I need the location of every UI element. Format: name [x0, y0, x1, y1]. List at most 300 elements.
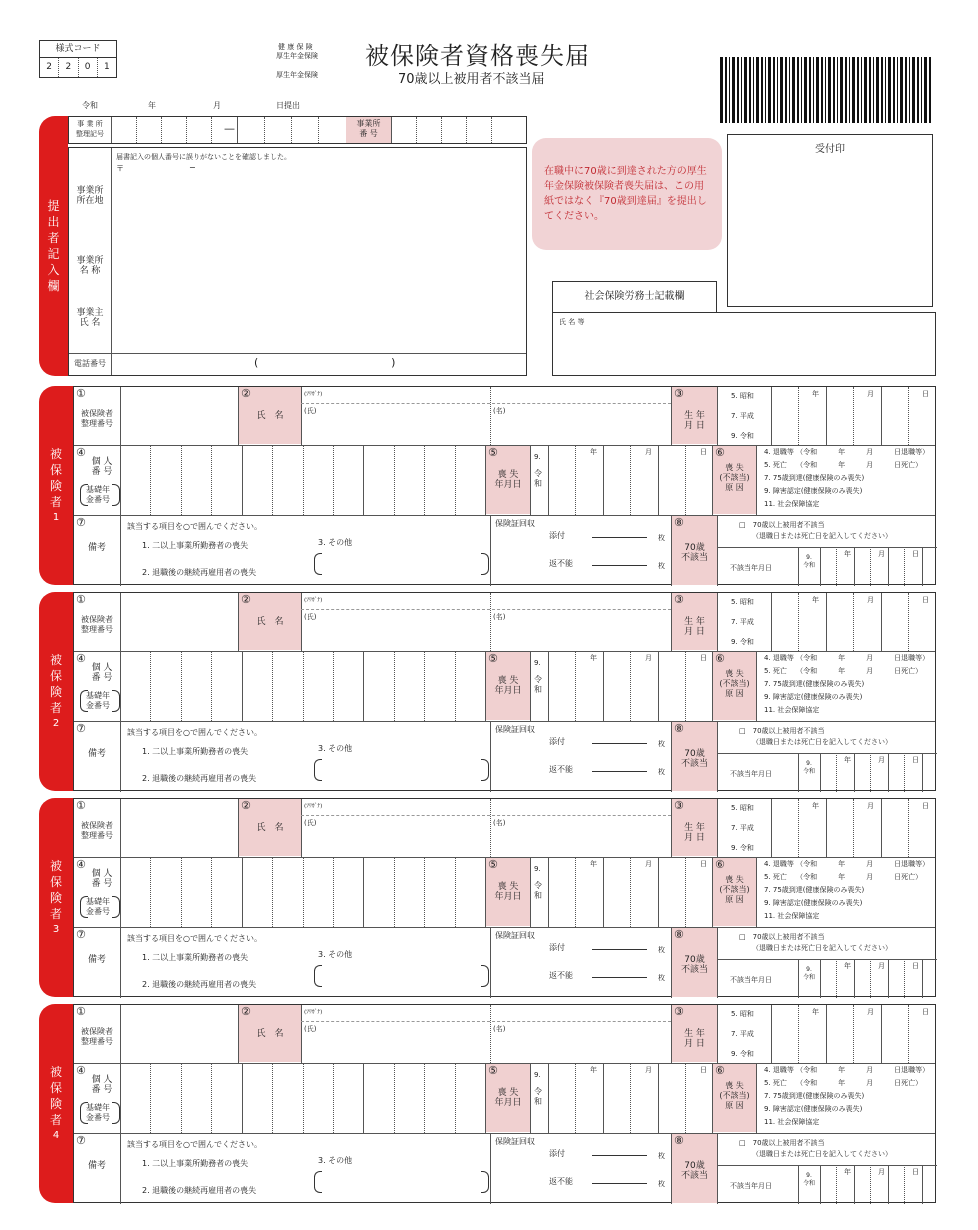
barcode-bar — [888, 57, 891, 123]
c2: ② — [241, 387, 251, 400]
seventy-label: 70歳 不該当 — [680, 955, 708, 975]
futogai-date-label: 不該当年月日 — [730, 976, 772, 984]
c3: ③ — [674, 799, 684, 812]
c1: ① — [76, 799, 86, 812]
reason-3: 7. 75歳到達(健康保険のみ喪失) — [764, 474, 865, 482]
barcode-bar — [720, 57, 723, 123]
c7: ⑦ — [76, 1134, 86, 1147]
name-label: 氏 名 — [256, 617, 284, 627]
check-70[interactable]: □ 70歳以上被用者不該当 — [739, 1139, 825, 1147]
m-text: 月 — [867, 802, 874, 810]
receipt-label: 受付印 — [815, 144, 845, 155]
mai-text: 枚 — [658, 562, 665, 570]
era-reiwa: 9. 令和 — [731, 1050, 754, 1058]
biko-1: 1. 二以上事業所勤務者の喪失 — [142, 747, 249, 756]
digit-divider — [181, 651, 182, 721]
biko-note: 該当する項目を○で囲んでください。 — [127, 1140, 262, 1149]
check-70[interactable]: □ 70歳以上被用者不該当 — [739, 727, 825, 735]
sei-label: (氏) — [304, 613, 317, 621]
owner-name-label: 事業主 氏 名 — [76, 308, 104, 328]
era-reiwa: 9. 令和 — [731, 432, 754, 440]
seventy-label: 70歳 不該当 — [680, 1161, 708, 1181]
biko-2: 2. 退職後の継続再雇用者の喪失 — [142, 980, 257, 989]
side3-text: 者 — [49, 494, 62, 509]
digit-divider — [272, 651, 273, 721]
check-70-sub: （退職日または死亡日を記入してください） — [752, 1150, 892, 1158]
form-code-digit: 2 — [59, 58, 78, 77]
digit-divider — [394, 445, 395, 515]
biko-note: 該当する項目を○で囲んでください。 — [127, 934, 262, 943]
mai-text: 枚 — [658, 768, 665, 776]
side0-text: 被 — [49, 446, 62, 461]
sharoushi-name-label: 氏 名 等 — [559, 318, 585, 326]
reason-3: 7. 75歳到達(健康保険のみ喪失) — [764, 886, 865, 894]
y-text: 年 — [590, 654, 597, 662]
insured-person-section — [39, 1004, 936, 1203]
c7: ⑦ — [76, 722, 86, 735]
barcode-bar — [893, 57, 895, 123]
hihoken-no-label: 被保険者 整理番号 — [81, 615, 113, 634]
m-text: 月 — [878, 550, 885, 558]
furigana-label: (ﾌﾘｶﾞﾅ) — [304, 390, 323, 398]
biko-label: 備考 — [87, 543, 106, 553]
hihoken-no-label: 被保険者 整理番号 — [81, 1027, 113, 1046]
gen-in-label: 喪 失 (不該当) 原 因 — [719, 669, 750, 698]
digit-divider — [303, 857, 304, 927]
side0-text: 被 — [49, 1064, 62, 1079]
barcode-bar — [804, 57, 807, 123]
c6: ⑥ — [715, 652, 725, 665]
reason-5: 11. 社会保障協定 — [764, 912, 820, 920]
shoken-label: 保険証回収 — [495, 931, 535, 940]
y-text: 年 — [590, 1066, 597, 1074]
barcode-bar — [725, 57, 727, 123]
c2: ② — [241, 799, 251, 812]
name-label: 氏 名 — [256, 1029, 284, 1039]
kojin-label: 個 人 番 号 — [91, 663, 113, 683]
insurance-type-1: 健 康 保 険 — [278, 43, 313, 51]
c7: ⑦ — [76, 928, 86, 941]
mai-text: 枚 — [658, 534, 665, 542]
barcode-bar — [869, 57, 871, 123]
gen-in-label: 喪 失 (不該当) 原 因 — [719, 463, 750, 492]
digit-divider — [455, 651, 456, 721]
side0-text: 被 — [49, 858, 62, 873]
barcode-bar — [741, 57, 742, 123]
reiwa-vertical: 令 和 — [534, 881, 542, 900]
digit-divider — [150, 857, 151, 927]
c8: ⑧ — [674, 928, 684, 941]
digit-divider — [150, 445, 151, 515]
sei-label: (氏) — [304, 1025, 317, 1033]
biko-label: 備考 — [87, 1161, 106, 1171]
barcode-bar — [828, 57, 831, 123]
side1-text: 保 — [49, 668, 62, 683]
insurance-type-3: 厚生年金保険 — [276, 71, 318, 79]
y-text: 年 — [844, 962, 851, 970]
confirm-text: 届書記入の個人番号に誤りがないことを確認しました。 — [116, 153, 291, 161]
c4: ④ — [76, 858, 86, 871]
barcode-bar — [849, 57, 850, 123]
barcode-bar — [921, 57, 922, 123]
barcode-bar — [816, 57, 819, 123]
y-text: 年 — [844, 550, 851, 558]
barcode-bar — [905, 57, 907, 123]
digit-divider — [333, 651, 334, 721]
c5: ⑤ — [488, 1064, 498, 1077]
m-text: 月 — [645, 860, 652, 868]
c3: ③ — [674, 387, 684, 400]
check-70-sub: （退職日または死亡日を記入してください） — [752, 738, 892, 746]
phone-paren: ( ) — [254, 356, 396, 369]
biko-2: 2. 退職後の継続再雇用者の喪失 — [142, 774, 257, 783]
postal-mark: 〒 — [116, 164, 124, 173]
sharoushi-title: 社会保険労務士記載欄 — [584, 291, 685, 302]
insured-person-section — [39, 798, 936, 997]
biko-3: 3. その他 — [318, 538, 353, 547]
barcode-bar — [885, 57, 886, 123]
reiwa9-text: 9. 令和 — [802, 966, 815, 981]
office-code-row — [68, 116, 527, 144]
reason-5: 11. 社会保障協定 — [764, 1118, 820, 1126]
c6: ⑥ — [715, 858, 725, 871]
barcode-bar — [837, 57, 838, 123]
biko-2: 2. 退職後の継続再雇用者の喪失 — [142, 1186, 257, 1195]
reason-4: 9. 障害認定(健康保険のみ喪失) — [764, 693, 863, 701]
era-heisei: 7. 平成 — [731, 618, 754, 626]
shoken-label: 保険証回収 — [495, 725, 535, 734]
mai-text: 枚 — [658, 974, 665, 982]
tempu-label: 添付 — [549, 943, 565, 952]
era-showa: 5. 昭和 — [731, 804, 754, 812]
gen-in-label: 喪 失 (不該当) 原 因 — [719, 1081, 750, 1110]
barcode-bar — [876, 57, 879, 123]
notice-box — [532, 138, 722, 250]
m-text: 月 — [878, 1168, 885, 1176]
check-70[interactable]: □ 70歳以上被用者不該当 — [739, 521, 825, 529]
barcode-bar — [809, 57, 811, 123]
y-text: 年 — [844, 1168, 851, 1176]
seventy-label: 70歳 不該当 — [680, 749, 708, 769]
digit-divider — [303, 651, 304, 721]
digit-divider — [181, 445, 182, 515]
date-day: 日提出 — [276, 101, 300, 110]
digit-divider — [455, 1063, 456, 1133]
barcode-bar — [833, 57, 835, 123]
reason-5: 11. 社会保障協定 — [764, 500, 820, 508]
soshitsu-label: 喪 失 年月日 — [494, 882, 522, 902]
barcode-bar — [792, 57, 795, 123]
reason-3: 7. 75歳到達(健康保険のみ喪失) — [764, 1092, 865, 1100]
tempu-label: 添付 — [549, 531, 565, 540]
form-code-box — [39, 40, 117, 78]
c5: ⑤ — [488, 858, 498, 871]
form-code-label: 様式コード — [40, 41, 116, 58]
notice-text: 在職中に70歳に到達された方の厚生年金保険被保険者喪失届は、この用紙ではなく『70歳到達届』を提出してください。 — [544, 166, 707, 222]
c4: ④ — [76, 446, 86, 459]
c5: ⑤ — [488, 446, 498, 459]
furigana-label: (ﾌﾘｶﾞﾅ) — [304, 596, 323, 604]
digit-divider — [394, 1063, 395, 1133]
nine-text: 9. — [534, 865, 541, 873]
c3: ③ — [674, 1005, 684, 1018]
y-text: 年 — [812, 802, 819, 810]
c5: ⑤ — [488, 652, 498, 665]
birth-label: 生 年 月 日 — [684, 1029, 705, 1049]
office-address-block — [68, 147, 527, 376]
side1-text: 保 — [49, 462, 62, 477]
person-sidebar — [39, 1004, 73, 1203]
reason-2: 5. 死亡 （令和 年 月 日死亡） — [764, 1079, 923, 1087]
reiwa-vertical: 令 和 — [534, 1087, 542, 1106]
c6: ⑥ — [715, 446, 725, 459]
d-text: 日 — [700, 448, 707, 456]
barcode-bar — [732, 57, 735, 123]
y-text: 年 — [812, 1008, 819, 1016]
digit-divider — [303, 1063, 304, 1133]
barcode-bar — [900, 57, 903, 123]
biko-3: 3. その他 — [318, 1156, 353, 1165]
mei-label: (名) — [493, 613, 506, 621]
mai-text: 枚 — [658, 740, 665, 748]
digit-divider — [424, 857, 425, 927]
birth-label: 生 年 月 日 — [684, 617, 705, 637]
tempu-label: 添付 — [549, 1149, 565, 1158]
check-70[interactable]: □ 70歳以上被用者不該当 — [739, 933, 825, 941]
name-label: 氏 名 — [256, 823, 284, 833]
mai-text: 枚 — [658, 1180, 665, 1188]
phone-label: 電話番号 — [74, 359, 106, 368]
biko-1: 1. 二以上事業所勤務者の喪失 — [142, 953, 249, 962]
side2-text: 険 — [49, 478, 62, 493]
form-title: 被保険者資格喪失届 — [365, 42, 590, 70]
reason-5: 11. 社会保障協定 — [764, 706, 820, 714]
digit-divider — [363, 1063, 364, 1133]
barcode-bar — [744, 57, 747, 123]
reason-2: 5. 死亡 （令和 年 月 日死亡） — [764, 873, 923, 881]
kojin-label: 個 人 番 号 — [91, 457, 113, 477]
biko-label: 備考 — [87, 955, 106, 965]
barcode-bar — [789, 57, 790, 123]
c2: ② — [241, 593, 251, 606]
barcode-bar — [729, 57, 730, 123]
barcode-bar — [917, 57, 919, 123]
c8: ⑧ — [674, 1134, 684, 1147]
mei-label: (名) — [493, 819, 506, 827]
submitter-sidebar: 提 出 者 記 入 欄 — [39, 116, 68, 376]
digit-divider — [242, 651, 243, 721]
tempu-label: 添付 — [549, 737, 565, 746]
reason-2: 5. 死亡 （令和 年 月 日死亡） — [764, 461, 923, 469]
sharoushi-box — [552, 312, 936, 376]
barcode-bar — [737, 57, 739, 123]
barcode-bar — [861, 57, 862, 123]
henfuno-label: 返不能 — [549, 559, 573, 568]
num-text: 1 — [52, 511, 60, 523]
kiso-label: 基礎年 金番号 — [86, 1103, 110, 1122]
m-text: 月 — [867, 1008, 874, 1016]
postal-dash: − — [189, 163, 196, 172]
barcode-bar — [780, 57, 783, 123]
barcode-bar — [929, 57, 931, 123]
sei-label: (氏) — [304, 819, 317, 827]
side3-text: 者 — [49, 1112, 62, 1127]
side1-text: 保 — [49, 874, 62, 889]
insured-person-section — [39, 386, 936, 585]
digit-divider — [242, 445, 243, 515]
d-text: 日 — [700, 860, 707, 868]
furigana-label: (ﾌﾘｶﾞﾅ) — [304, 802, 323, 810]
mei-label: (名) — [493, 1025, 506, 1033]
mei-label: (名) — [493, 407, 506, 415]
digit-divider — [363, 445, 364, 515]
biko-note: 該当する項目を○で囲んでください。 — [127, 728, 262, 737]
digit-divider — [424, 1063, 425, 1133]
reiwa-vertical: 令 和 — [534, 469, 542, 488]
digit-divider — [272, 445, 273, 515]
m-text: 月 — [878, 962, 885, 970]
reason-1: 4. 退職等 （令和 年 月 日退職等） — [764, 654, 930, 662]
office-name-label: 事業所 名 称 — [76, 256, 104, 276]
side3-text: 者 — [49, 700, 62, 715]
digit-divider — [333, 445, 334, 515]
digit-divider — [363, 857, 364, 927]
c2: ② — [241, 1005, 251, 1018]
kojin-label: 個 人 番 号 — [91, 869, 113, 889]
era-heisei: 7. 平成 — [731, 1030, 754, 1038]
form-code-digit: 1 — [104, 62, 110, 72]
office-seiri-label: 事 業 所 整理記号 — [76, 120, 104, 138]
m-text: 月 — [867, 596, 874, 604]
d-text: 日 — [922, 802, 929, 810]
barcode-bar — [852, 57, 855, 123]
side0-text: 被 — [49, 652, 62, 667]
nine-text: 9. — [534, 1071, 541, 1079]
y-text: 年 — [812, 596, 819, 604]
reiwa-vertical: 令 和 — [534, 675, 542, 694]
d-text: 日 — [912, 550, 919, 558]
era-heisei: 7. 平成 — [731, 824, 754, 832]
c4: ④ — [76, 1064, 86, 1077]
person-sidebar — [39, 592, 73, 791]
kiso-label: 基礎年 金番号 — [86, 897, 110, 916]
soshitsu-label: 喪 失 年月日 — [494, 1088, 522, 1108]
digit-divider — [333, 857, 334, 927]
kiso-label: 基礎年 金番号 — [86, 485, 110, 504]
reason-4: 9. 障害認定(健康保険のみ喪失) — [764, 899, 863, 907]
shoken-label: 保険証回収 — [495, 519, 535, 528]
y-text: 年 — [844, 756, 851, 764]
barcode-bar — [773, 57, 775, 123]
reason-1: 4. 退職等 （令和 年 月 日退職等） — [764, 1066, 930, 1074]
digit-divider — [394, 651, 395, 721]
barcode-bar — [912, 57, 915, 123]
side2-text: 険 — [49, 1096, 62, 1111]
check-70-sub: （退職日または死亡日を記入してください） — [752, 532, 892, 540]
barcode-bar — [768, 57, 771, 123]
d-text: 日 — [912, 756, 919, 764]
office-code-dash: — — [224, 122, 235, 135]
c4: ④ — [76, 652, 86, 665]
m-text: 月 — [867, 390, 874, 398]
biko-label: 備考 — [87, 749, 106, 759]
nine-text: 9. — [534, 659, 541, 667]
biko-note: 該当する項目を○で囲んでください。 — [127, 522, 262, 531]
d-text: 日 — [700, 1066, 707, 1074]
sharoushi-title-box — [552, 281, 717, 313]
office-number-label: 事業所 番 号 — [346, 117, 391, 143]
person-sidebar — [39, 386, 73, 585]
digit-divider — [181, 1063, 182, 1133]
digit-divider — [181, 857, 182, 927]
soshitsu-label: 喪 失 年月日 — [494, 676, 522, 696]
barcode — [720, 57, 932, 123]
barcode-bar — [785, 57, 787, 123]
digit-divider — [211, 445, 212, 515]
d-text: 日 — [922, 390, 929, 398]
digit-divider — [242, 1063, 243, 1133]
receipt-stamp-box — [727, 134, 933, 307]
barcode-bar — [845, 57, 847, 123]
reason-2: 5. 死亡 （令和 年 月 日死亡） — [764, 667, 923, 675]
insurance-type-2: 厚生年金保険 — [276, 52, 318, 60]
c1: ① — [76, 593, 86, 606]
digit-divider — [424, 445, 425, 515]
barcode-bar — [777, 57, 778, 123]
mai-text: 枚 — [658, 946, 665, 954]
form-subtitle: 70歳以上被用者不該当届 — [398, 72, 545, 87]
biko-3: 3. その他 — [318, 744, 353, 753]
furigana-label: (ﾌﾘｶﾞﾅ) — [304, 1008, 323, 1016]
d-text: 日 — [922, 596, 929, 604]
reason-3: 7. 75歳到達(健康保険のみ喪失) — [764, 680, 865, 688]
gen-in-label: 喪 失 (不該当) 原 因 — [719, 875, 750, 904]
d-text: 日 — [912, 1168, 919, 1176]
d-text: 日 — [912, 962, 919, 970]
insured-person-section — [39, 592, 936, 791]
henfuno-label: 返不能 — [549, 971, 573, 980]
barcode-bar — [881, 57, 883, 123]
digit-divider — [150, 651, 151, 721]
hihoken-no-label: 被保険者 整理番号 — [81, 821, 113, 840]
era-reiwa: 9. 令和 — [731, 844, 754, 852]
nine-text: 9. — [534, 453, 541, 461]
soshitsu-label: 喪 失 年月日 — [494, 470, 522, 490]
barcode-bar — [756, 57, 759, 123]
side2-text: 険 — [49, 684, 62, 699]
henfuno-label: 返不能 — [549, 1177, 573, 1186]
person-sidebar — [39, 798, 73, 997]
hihoken-no-label: 被保険者 整理番号 — [81, 409, 113, 428]
reiwa9-text: 9. 令和 — [802, 1172, 815, 1187]
futogai-date-label: 不該当年月日 — [730, 770, 772, 778]
barcode-bar — [821, 57, 823, 123]
c8: ⑧ — [674, 516, 684, 529]
digit-divider — [455, 857, 456, 927]
digit-divider — [150, 1063, 151, 1133]
c1: ① — [76, 387, 86, 400]
reiwa9-text: 9. 令和 — [802, 554, 815, 569]
side2-text: 険 — [49, 890, 62, 905]
futogai-date-label: 不該当年月日 — [730, 1182, 772, 1190]
form-code-digit: 2 — [40, 58, 59, 77]
reason-4: 9. 障害認定(健康保険のみ喪失) — [764, 1105, 863, 1113]
henfuno-label: 返不能 — [549, 765, 573, 774]
era-showa: 5. 昭和 — [731, 392, 754, 400]
seventy-label: 70歳 不該当 — [680, 543, 708, 563]
biko-1: 1. 二以上事業所勤務者の喪失 — [142, 1159, 249, 1168]
digit-divider — [394, 857, 395, 927]
